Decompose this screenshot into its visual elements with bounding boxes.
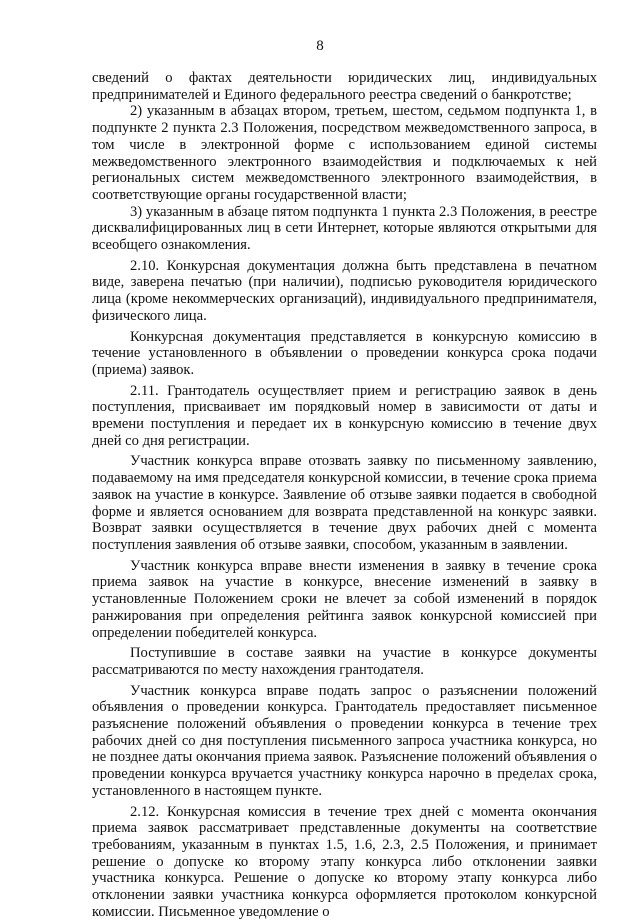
scan-artifact (108, 868, 228, 875)
paragraph-amendments: Участник конкурса вправе внести изменения в заявку в течение срока приема заявок на участие в конкурсе, внесение изменений в заявку в установленные Положением сроки не влечет за собой изменений в порядок ранжирования при определения рейтинга заявок конкурсной комиссией при определении победителей конкурса. (92, 557, 597, 641)
paragraph-2-11: 2.11. Грантодатель осуществляет прием и регистрацию заявок в день поступления, присваивает им порядковый номер в зависимости от даты и времени поступления и передает их в конкурсную комиссию в течение двух дней со дня регистрации. (92, 382, 597, 449)
paragraph-withdrawal: Участник конкурса вправе отозвать заявку по письменному заявлению, подаваемому на имя председателя конкурсной комиссии, в течение срока приема заявок на участие в конкурсе. Заявление об отзыве заявки подается в свободной форме и является основанием для возврата представленной на конкурс заявки. Возврат заявки осуществляется в течение двух рабочих дней с момента поступления заявления об отзыве заявки, способом, указанным в заявлении. (92, 453, 597, 553)
paragraph-submission: Конкурсная документация представляется в конкурсную комиссию в течение установленного в объявлении о проведении конкурса срока подачи (приема) заявок. (92, 328, 597, 378)
paragraph-item-2: 2) указанным в абзацах втором, третьем, шестом, седьмом подпункта 1, в подпункте 2 пункта 2.3 Положения, посредством межведомственного запроса, в том числе в электронной форме с использованием единой системы межведомственного электронного взаимодействия и подключаемых к ней региональных систем межведомственного электронного взаимодействия, в соответствующие органы государственной власти; (92, 103, 597, 203)
page-number: 8 (316, 38, 324, 54)
paragraph-2-12: 2.12. Конкурсная комиссия в течение трех дней с момента окончания приема заявок рассматривает представленные документы на соответствие требованиям, указанным в пунктах 1.5, 1.6, 2.3, 2.5 Положения, и принимает решение о допуске ко второму этапу конкурса либо отклонении заявки участника конкурса. Решение о допуске ко второму этапу конкурса либо отклонении заявки участника конкурса оформляется протоколом конкурсной комиссии. Письменное уведомление о (92, 803, 597, 920)
paragraph-item-3: 3) указанным в абзаце пятом подпункта 1 пункта 2.3 Положения, в реестре дисквалифицированных лиц в сети Интернет, которые являются открытыми для всеобщего ознакомления. (92, 203, 597, 254)
paragraph-2-10: 2.10. Конкурсная документация должна быть представлена в печатном виде, заверена печатью (при наличии), подписью руководителя юридического лица (кроме некоммерческих организаций), индивидуального предпринимателя, физического лица. (92, 257, 597, 324)
paragraph-review-location: Поступившие в составе заявки на участие в конкурсе документы рассматриваются по месту нахождения грантодателя. (92, 645, 597, 678)
paragraph-continuation: сведений о фактах деятельности юридических лиц, индивидуальных предпринимателей и Единого федерального реестра сведений о банкротстве; (92, 70, 597, 103)
paragraph-clarification: Участник конкурса вправе подать запрос о разъяснении положений объявления о проведении конкурса. Грантодатель предоставляет письменное разъяснение положений объявления о проведении конкурса в течение трех рабочих дней со дня поступления письменного запроса участника конкурса, но не позднее даты окончания приема заявок. Разъяснение положений объявления о проведении конкурса вручается участнику конкурса нарочно в пределах срока, установленного в настоящем пункте. (92, 682, 597, 799)
document-body (92, 70, 597, 920)
